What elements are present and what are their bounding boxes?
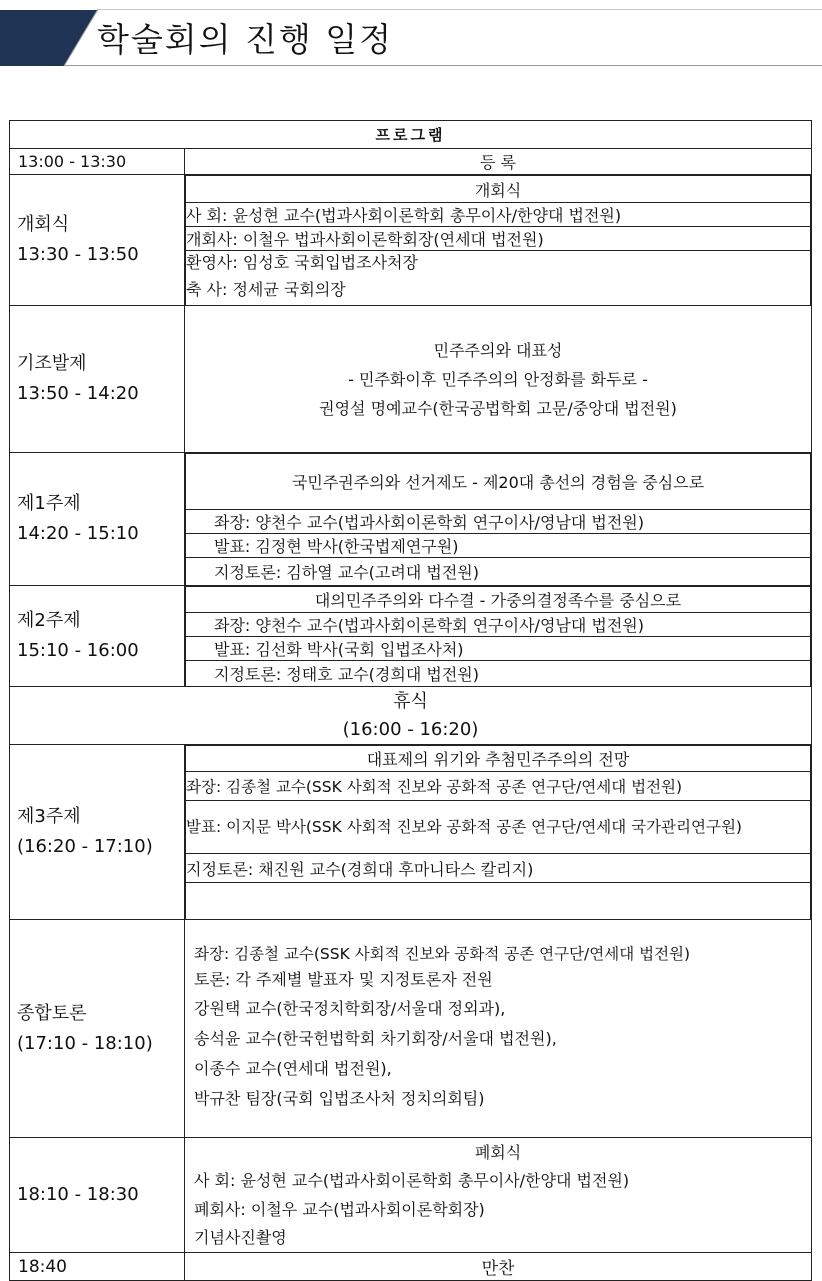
session2-row	[10, 586, 812, 687]
session2-time-cell	[10, 586, 185, 687]
discussion-row	[10, 920, 812, 1138]
session3-spacer	[186, 883, 811, 920]
program-header: 프로그램	[10, 121, 812, 149]
break-cell	[10, 687, 812, 745]
dinner-time: 18:40	[10, 1253, 185, 1281]
header-top-rule	[98, 9, 822, 10]
closing-row	[10, 1138, 812, 1253]
opening-line: 축 사: 정세균 국회의장	[186, 280, 346, 299]
session1-detail	[185, 453, 812, 586]
discussion-time: (17:10 - 18:10)	[17, 1032, 153, 1054]
session2-line: 발표: 김선화 박사(국회 입법조사처)	[186, 637, 811, 661]
page-title: 학술회의 진행 일정	[97, 20, 394, 59]
discussion-line: 송석윤 교수(한국헌법학회 차기회장/서울대 법전원),	[194, 1029, 557, 1048]
opening-time: 13:30 - 13:50	[17, 244, 139, 265]
registration-row	[10, 149, 812, 175]
session1-row	[10, 453, 812, 586]
program-table	[9, 120, 812, 1281]
opening-time-cell	[10, 175, 185, 306]
program-header-row	[10, 121, 812, 149]
session1-line: 지정토론: 김하열 교수(고려대 법전원)	[186, 558, 811, 586]
session3-line: 지정토론: 채진원 교수(경희대 후마니타스 칼리지)	[186, 854, 811, 883]
discussion-line: 이종수 교수(연세대 법전원),	[194, 1059, 392, 1078]
keynote-speaker: 권영설 명예교수(한국공법학회 고문/중앙대 법전원)	[319, 398, 677, 418]
opening-line-group	[186, 251, 811, 306]
registration-time: 13:00 - 13:30	[10, 149, 185, 175]
discussion-name: 종합토론	[17, 1002, 87, 1024]
dinner-label: 만찬	[185, 1253, 812, 1281]
session2-time: 15:10 - 16:00	[17, 640, 139, 661]
session1-line: 좌장: 양천수 교수(법과사회이론학회 연구이사/영남대 법전원)	[186, 510, 811, 534]
break-row	[10, 687, 812, 745]
opening-line: 환영사: 임성호 국회입법조사처장	[186, 253, 418, 272]
closing-line: 기념사진촬영	[194, 1228, 287, 1247]
closing-heading: 폐회식	[474, 1143, 522, 1162]
opening-name: 개회식	[17, 214, 70, 235]
discussion-line: 박규찬 팀장(국회 입법조사처 정치의회팀)	[194, 1089, 485, 1108]
session2-line: 지정토론: 정태호 교수(경희대 법전원)	[186, 661, 811, 687]
closing-time: 18:10 - 18:30	[17, 1184, 139, 1205]
session2-topic: 대의민주주의와 다수결 - 가중의결정족수를 중심으로	[186, 587, 811, 613]
keynote-detail	[185, 306, 812, 453]
closing-time-cell	[10, 1138, 185, 1253]
session2-name: 제2주제	[17, 610, 81, 631]
discussion-line: 강원택 교수(한국정치학회장/서울대 정외과),	[194, 999, 506, 1018]
keynote-subtitle: - 민주화이후 민주주의의 안정화를 화두로 -	[348, 369, 648, 389]
discussion-time-cell	[10, 920, 185, 1138]
closing-line: 폐회사: 이철우 교수(법과사회이론학회장)	[194, 1200, 485, 1219]
session1-name: 제1주제	[17, 493, 81, 514]
session3-topic: 대표제의 위기와 추첨민주주의의 전망	[186, 746, 811, 772]
keynote-row	[10, 306, 812, 453]
opening-detail	[185, 175, 812, 306]
session3-name: 제3주제	[17, 806, 81, 827]
discussion-detail	[185, 920, 812, 1138]
opening-row	[10, 175, 812, 306]
registration-label: 등 록	[185, 149, 812, 175]
session2-line: 좌장: 양천수 교수(법과사회이론학회 연구이사/영남대 법전원)	[186, 613, 811, 637]
discussion-line: 토론: 각 주제별 발표자 및 지정토론자 전원	[194, 970, 493, 989]
session3-line: 발표: 이지문 박사(SSK 사회적 진보와 공화적 공존 연구단/연세대 국가관리연구원)	[186, 801, 811, 854]
session3-time-cell	[10, 745, 185, 920]
opening-heading: 개회식	[186, 176, 811, 203]
session2-detail	[185, 586, 812, 687]
keynote-title: 민주주의와 대표성	[433, 340, 563, 360]
closing-detail	[185, 1138, 812, 1253]
session3-row	[10, 745, 812, 920]
session1-topic: 국민주권주의와 선거제도 - 제20대 총선의 경험을 중심으로	[186, 454, 811, 510]
session2-lines	[185, 586, 811, 686]
break-label: 휴식	[393, 690, 428, 712]
session3-lines	[185, 745, 811, 919]
session1-time: 14:20 - 15:10	[17, 523, 139, 544]
discussion-line: 좌장: 김종철 교수(SSK 사회적 진보와 공화적 공존 연구단/연세대 법전원)	[194, 945, 691, 963]
header-bottom-rule	[64, 65, 822, 66]
opening-line: 개회사: 이철우 법과사회이론학회장(연세대 법전원)	[186, 227, 811, 251]
page-header	[0, 0, 822, 68]
session3-time: (16:20 - 17:10)	[17, 836, 153, 857]
session3-line: 좌장: 김종철 교수(SSK 사회적 진보와 공화적 공존 연구단/연세대 법전원)	[186, 772, 811, 801]
opening-lines	[185, 175, 811, 305]
keynote-name: 기조발제	[17, 353, 87, 374]
session1-line: 발표: 김정현 박사(한국법제연구원)	[186, 534, 811, 558]
dinner-row	[10, 1253, 812, 1281]
session1-lines	[185, 453, 811, 585]
break-time: (16:00 - 16:20)	[342, 718, 479, 740]
keynote-time: 13:50 - 14:20	[17, 383, 139, 404]
keynote-time-cell	[10, 306, 185, 453]
opening-line: 사 회: 윤성현 교수(법과사회이론학회 총무이사/한양대 법전원)	[186, 203, 811, 227]
session3-detail	[185, 745, 812, 920]
closing-line: 사 회: 윤성현 교수(법과사회이론학회 총무이사/한양대 법전원)	[194, 1171, 630, 1190]
session1-time-cell	[10, 453, 185, 586]
